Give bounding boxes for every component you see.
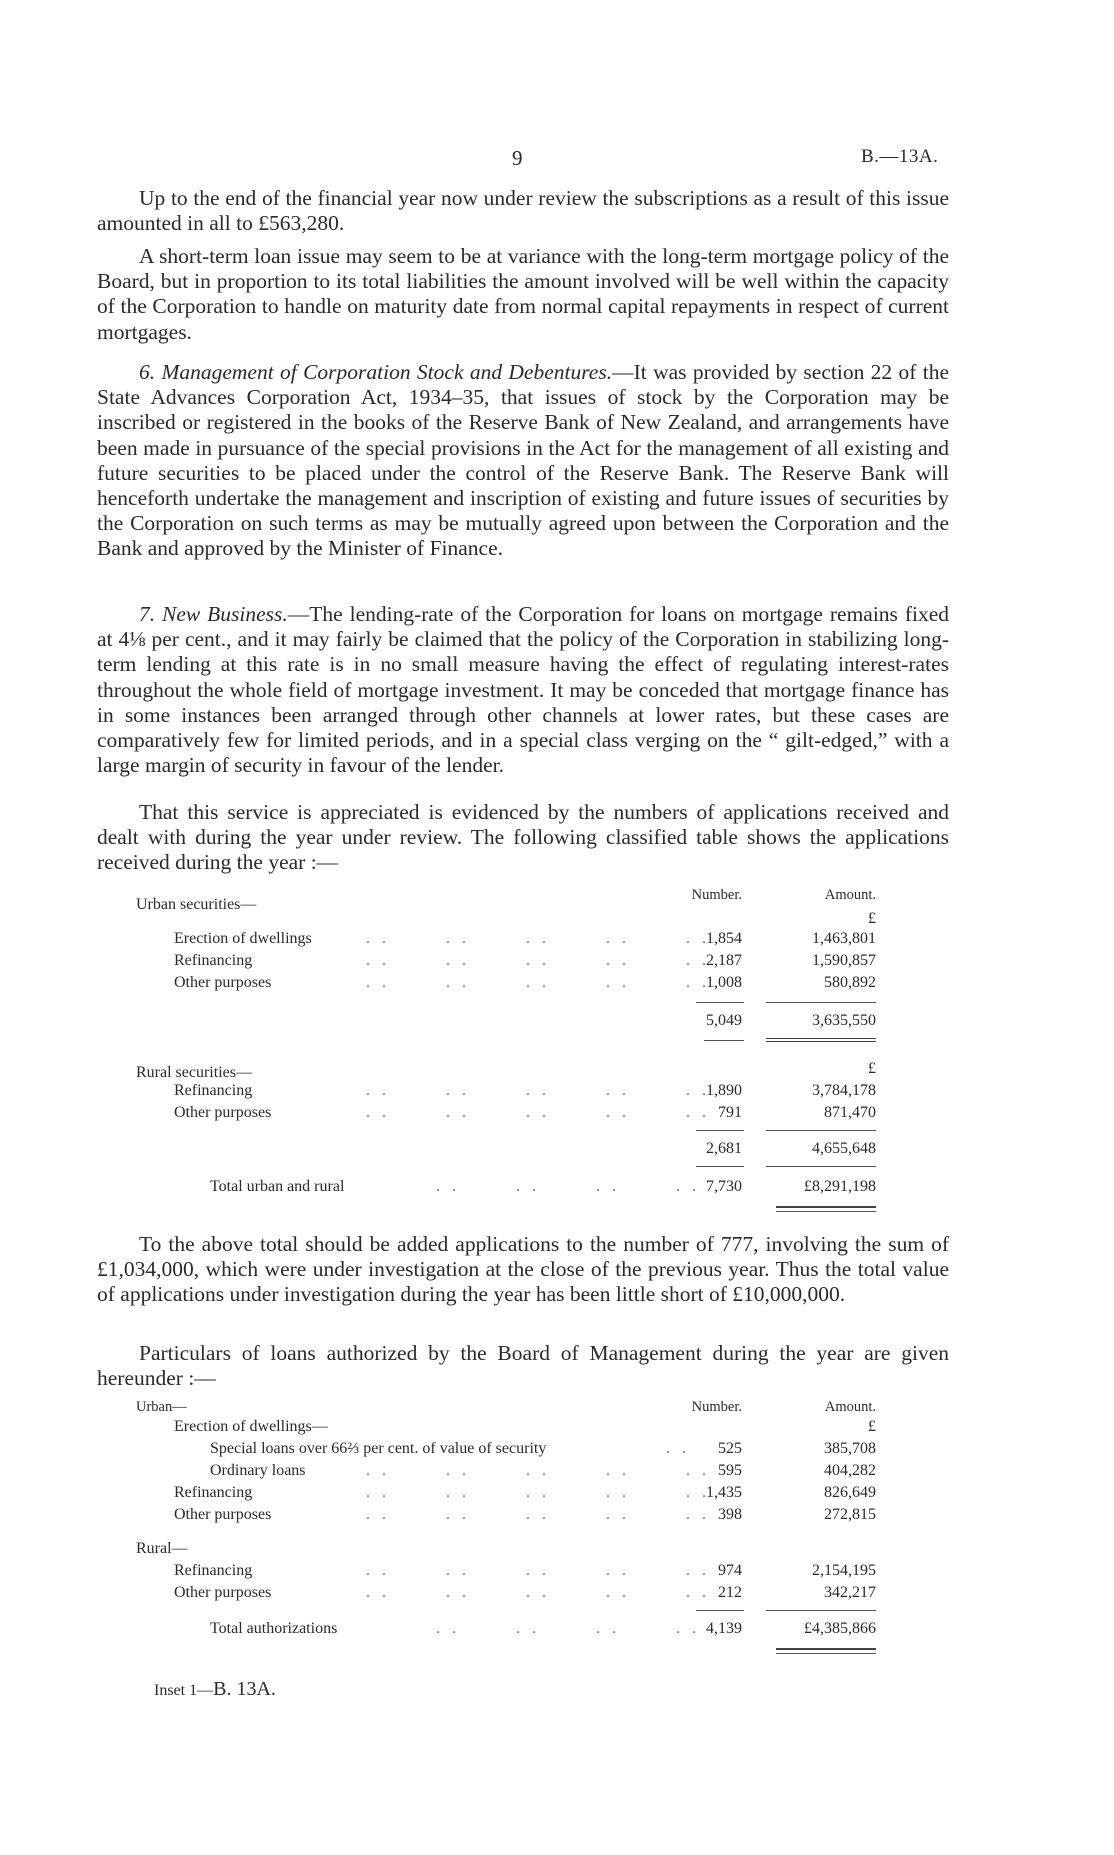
subtotal-rule xyxy=(766,1002,876,1003)
total-authorizations-row: Total authorizations . . . . . . . . 4,139 £4,385,866 xyxy=(136,1618,876,1640)
paragraph-particulars: Particulars of loans authorized by the Board of Management during the year are given hereunder :— xyxy=(97,1341,949,1391)
row-number: 1,854 xyxy=(706,930,742,947)
total-rule xyxy=(776,1211,876,1212)
row-label: Refinancing xyxy=(174,1484,253,1501)
subtotal-rule xyxy=(696,1166,744,1167)
row-label: Other purposes xyxy=(174,1104,272,1121)
urban-subtotal-row xyxy=(136,1010,876,1032)
document-reference: B.—13A. xyxy=(861,146,939,167)
table-row: Other purposes . . . . . . . . . . 398 272,815 xyxy=(136,1504,876,1526)
row-label: Total authorizations xyxy=(210,1620,338,1637)
row-amount: 3,784,178 xyxy=(812,1082,876,1099)
row-number: 2,681 xyxy=(706,1140,742,1157)
total-rule xyxy=(776,1648,876,1650)
footer-ref: B. 13A. xyxy=(213,1678,276,1700)
table-row: Other purposes . . . . . . . . . . 212 342,217 xyxy=(136,1582,876,1604)
table-row: Ordinary loans . . . . . . . . . . 595 404,282 xyxy=(136,1460,876,1482)
paragraph-management-of-stock: 6. Management of Corporation Stock and Debentures.—It was provided by section 22 of the State Advances Corporation Act, 1934–35, that issues of stock by the Corporation may be inscribed or registered in the books of the Reserve Bank of New Zealand, and arrangements have been made in pursuance of the special provisions in the Act for the management of all existing and future securities to be placed under the control of the Reserve Bank. The Reserve Bank will henceforth undertake the management and inscription of existing and future issues of securities by the Corporation on such terms as may be mutually agreed upon between the Corporation and the Bank and approved by the Minister of Finance. xyxy=(97,360,949,561)
subtotal-rule xyxy=(696,1002,744,1003)
row-number: 974 xyxy=(718,1562,742,1579)
row-number: 2,187 xyxy=(706,952,742,969)
row-amount: 1,590,857 xyxy=(812,952,876,969)
pound-sign: £ xyxy=(868,910,876,927)
table-header-row xyxy=(136,1396,876,1418)
subtotal-rule xyxy=(696,1130,744,1131)
row-amount: 1,463,801 xyxy=(812,930,876,947)
paragraph-previous-year: To the above total should be added applications to the number of 777, involving the sum of £1,034,000, which were under investigation at the close of the previous year. Thus the total value of applications under investigation during the year has been little short of £10,000,000. xyxy=(97,1232,949,1307)
row-amount: £4,385,866 xyxy=(804,1620,876,1637)
column-header-number: Number. xyxy=(691,887,742,903)
urban-heading: Urban— xyxy=(136,1399,187,1415)
erection-of-dwellings-heading: Erection of dwellings— xyxy=(174,1418,328,1435)
grand-total-row: Total urban and rural . . . . . . . . 7,730 £8,291,198 xyxy=(136,1176,876,1198)
table-row: Refinancing . . . . . . . . . . 1,435 826,649 xyxy=(136,1482,876,1504)
row-label: Other purposes xyxy=(174,1506,272,1523)
row-number: 791 xyxy=(718,1104,742,1121)
row-amount: 404,282 xyxy=(824,1462,876,1479)
subtotal-rule xyxy=(704,1040,744,1041)
rural-securities-heading: Rural securities— xyxy=(136,1064,252,1081)
rural-heading: Rural— xyxy=(136,1540,188,1557)
table-row xyxy=(136,1416,876,1438)
table-row: Refinancing . . . . . . . . . . 2,187 1,590,857 xyxy=(136,950,876,972)
column-header-amount: Amount. xyxy=(824,1399,876,1415)
row-amount: 2,154,195 xyxy=(812,1562,876,1579)
footer-inset-reference xyxy=(154,1678,276,1701)
urban-securities-heading: Urban securities— xyxy=(136,896,257,913)
row-amount: 4,655,648 xyxy=(812,1140,876,1157)
column-header-amount: Amount. xyxy=(824,887,876,903)
table-row xyxy=(136,1538,876,1560)
paragraph-new-business: 7. New Business.—The lending-rate of the Corporation for loans on mortgage remains fixed at 4⅛ per cent., and it may fairly be claimed that the policy of the Corporation in stabilizing long-term lending at this rate is in no small measure having the effect of regulating interest-rates throughout the whole field of mortgage investment. It may be conceded that mortgage finance has in some instances been arranged through other channels at lower rates, but these cases are comparatively few for limited periods, and in a special class verging on the “ gilt-edged,” with a large margin of security in favour of the lender. xyxy=(97,602,949,778)
row-number: 1,890 xyxy=(706,1082,742,1099)
section-heading-management: 6. Management of Corporation Stock and Debentures. xyxy=(139,360,613,384)
row-number: 5,049 xyxy=(706,1012,742,1029)
row-label: Refinancing xyxy=(174,1082,253,1099)
footer-inset: Inset 1— xyxy=(154,1682,214,1699)
table-row: Refinancing . . . . . . . . . . 974 2,154,195 xyxy=(136,1560,876,1582)
subtotal-rule xyxy=(766,1166,876,1167)
table-row xyxy=(136,1058,876,1080)
paragraph-service-appreciated: That this service is appreciated is evidenced by the numbers of applications received and dealt with during the year under review. The following classified table shows the applications received during the year :— xyxy=(97,800,949,875)
total-rule xyxy=(776,1206,876,1208)
row-label: Other purposes xyxy=(174,974,272,991)
paragraph-subscriptions: Up to the end of the financial year now under review the subscriptions as a result of this issue amounted in all to £563,280. xyxy=(97,186,949,236)
total-rule xyxy=(776,1653,876,1654)
subtotal-rule xyxy=(696,1610,744,1611)
table-row xyxy=(136,908,876,930)
row-number: 398 xyxy=(718,1506,742,1523)
row-number: 1,435 xyxy=(706,1484,742,1501)
row-amount: £8,291,198 xyxy=(804,1178,876,1195)
table-row: Other purposes . . . . . . . . . . 1,008 580,892 xyxy=(136,972,876,994)
row-label: Refinancing xyxy=(174,952,253,969)
paragraph-short-term-loan: A short-term loan issue may seem to be at variance with the long-term mortgage policy of the Board, but in proportion to its total liabilities the amount involved will be well within the capacity of the Corporation to handle on maturity date from normal capital repayments in respect of current mortgages. xyxy=(97,244,949,344)
row-number: 4,139 xyxy=(706,1620,742,1637)
subtotal-rule xyxy=(766,1610,876,1611)
row-number: 7,730 xyxy=(706,1178,742,1195)
row-amount: 580,892 xyxy=(824,974,876,991)
row-label: Other purposes xyxy=(174,1584,272,1601)
row-amount: 272,815 xyxy=(824,1506,876,1523)
row-amount: 385,708 xyxy=(824,1440,876,1457)
row-label: Special loans over 66⅔ per cent. of value of security xyxy=(210,1440,547,1457)
row-amount: 3,635,550 xyxy=(812,1012,876,1029)
table-row: Erection of dwellings . . . . . . . . . . 1,854 1,463,801 xyxy=(136,928,876,950)
subtotal-rule xyxy=(766,1130,876,1131)
row-label: Total urban and rural xyxy=(210,1178,345,1195)
page-number: 9 xyxy=(512,146,523,170)
row-label: Refinancing xyxy=(174,1562,253,1579)
row-amount: 342,217 xyxy=(824,1584,876,1601)
rural-subtotal-row xyxy=(136,1138,876,1160)
column-header-number: Number. xyxy=(691,1399,742,1415)
table-row: Refinancing . . . . . . . . . . 1,890 3,784,178 xyxy=(136,1080,876,1102)
row-amount: 826,649 xyxy=(824,1484,876,1501)
row-label: Ordinary loans xyxy=(210,1462,306,1479)
row-number: 525 xyxy=(718,1440,742,1457)
row-number: 595 xyxy=(718,1462,742,1479)
table-row: Other purposes . . . . . . . . . . 791 871,470 xyxy=(136,1102,876,1124)
section-heading-new-business: 7. New Business. xyxy=(139,602,288,626)
row-number: 1,008 xyxy=(706,974,742,991)
row-number: 212 xyxy=(718,1584,742,1601)
double-rule xyxy=(766,1038,876,1042)
pound-sign: £ xyxy=(868,1060,876,1077)
table-row: Special loans over 66⅔ per cent. of value of security . . 525 385,708 xyxy=(136,1438,876,1460)
row-label: Erection of dwellings xyxy=(174,930,312,947)
row-amount: 871,470 xyxy=(824,1104,876,1121)
pound-sign: £ xyxy=(868,1418,876,1435)
